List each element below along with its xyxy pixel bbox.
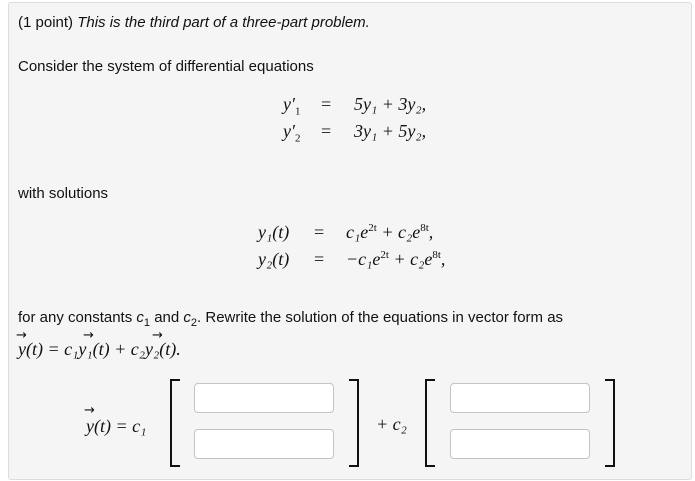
answer-input-2-2[interactable] bbox=[450, 429, 590, 459]
vec-arrow-icon: → bbox=[84, 403, 95, 418]
points-label: (1 point) bbox=[18, 14, 74, 31]
sol2-lhs: y₂(t) bbox=[258, 249, 290, 269]
sol1-lhs: y₁(t) bbox=[258, 222, 290, 242]
vector-form-expression: y(t) = c₁y₁(t) + c₂y₂(t). bbox=[18, 339, 181, 359]
eq1-rhs: 5y₁ + 3y₂, bbox=[354, 94, 427, 114]
vec-arrow-icon: → bbox=[83, 328, 94, 343]
answer-input-1-2[interactable] bbox=[194, 429, 334, 459]
vec-arrow-icon: → bbox=[152, 328, 163, 343]
answer-input-1-1[interactable] bbox=[194, 383, 334, 413]
eq1-lhs: $y'_1$ bbox=[283, 94, 301, 118]
prompt-text: Consider the system of differential equations bbox=[18, 58, 314, 75]
answer-plus-c2: + c₂ bbox=[376, 414, 407, 434]
sol2-rhs: $-c_1e^{2t} + c_2e^{8t}$, bbox=[346, 249, 446, 269]
answer-lhs: y(t) = c₁ bbox=[86, 416, 147, 436]
answer-input-2-1[interactable] bbox=[450, 383, 590, 413]
instruction-text: for any constants $c_1$ and $c_2$. Rewrite the solution of the equations in vector form as bbox=[18, 309, 564, 329]
eq2-equals: = bbox=[321, 121, 332, 141]
eq2-rhs: 3y₁ + 5y₂, bbox=[354, 121, 427, 141]
sol1-equals: = bbox=[314, 222, 325, 242]
vec-arrow-icon: → bbox=[16, 328, 27, 343]
sol1-rhs: $c_1e^{2t} + c_2e^{8t}$, bbox=[346, 222, 434, 242]
left-bracket-2 bbox=[425, 379, 435, 467]
right-bracket-1 bbox=[349, 379, 359, 467]
eq1-equals: = bbox=[321, 94, 332, 114]
right-bracket-2 bbox=[605, 379, 615, 467]
problem-header bbox=[18, 14, 370, 31]
left-bracket-1 bbox=[170, 379, 180, 467]
eq2-lhs: $y'_2$ bbox=[283, 121, 301, 145]
with-solutions-text: with solutions bbox=[18, 185, 109, 202]
sol2-equals: = bbox=[314, 249, 325, 269]
problem-intro: This is the third part of a three-part problem. bbox=[77, 14, 370, 31]
